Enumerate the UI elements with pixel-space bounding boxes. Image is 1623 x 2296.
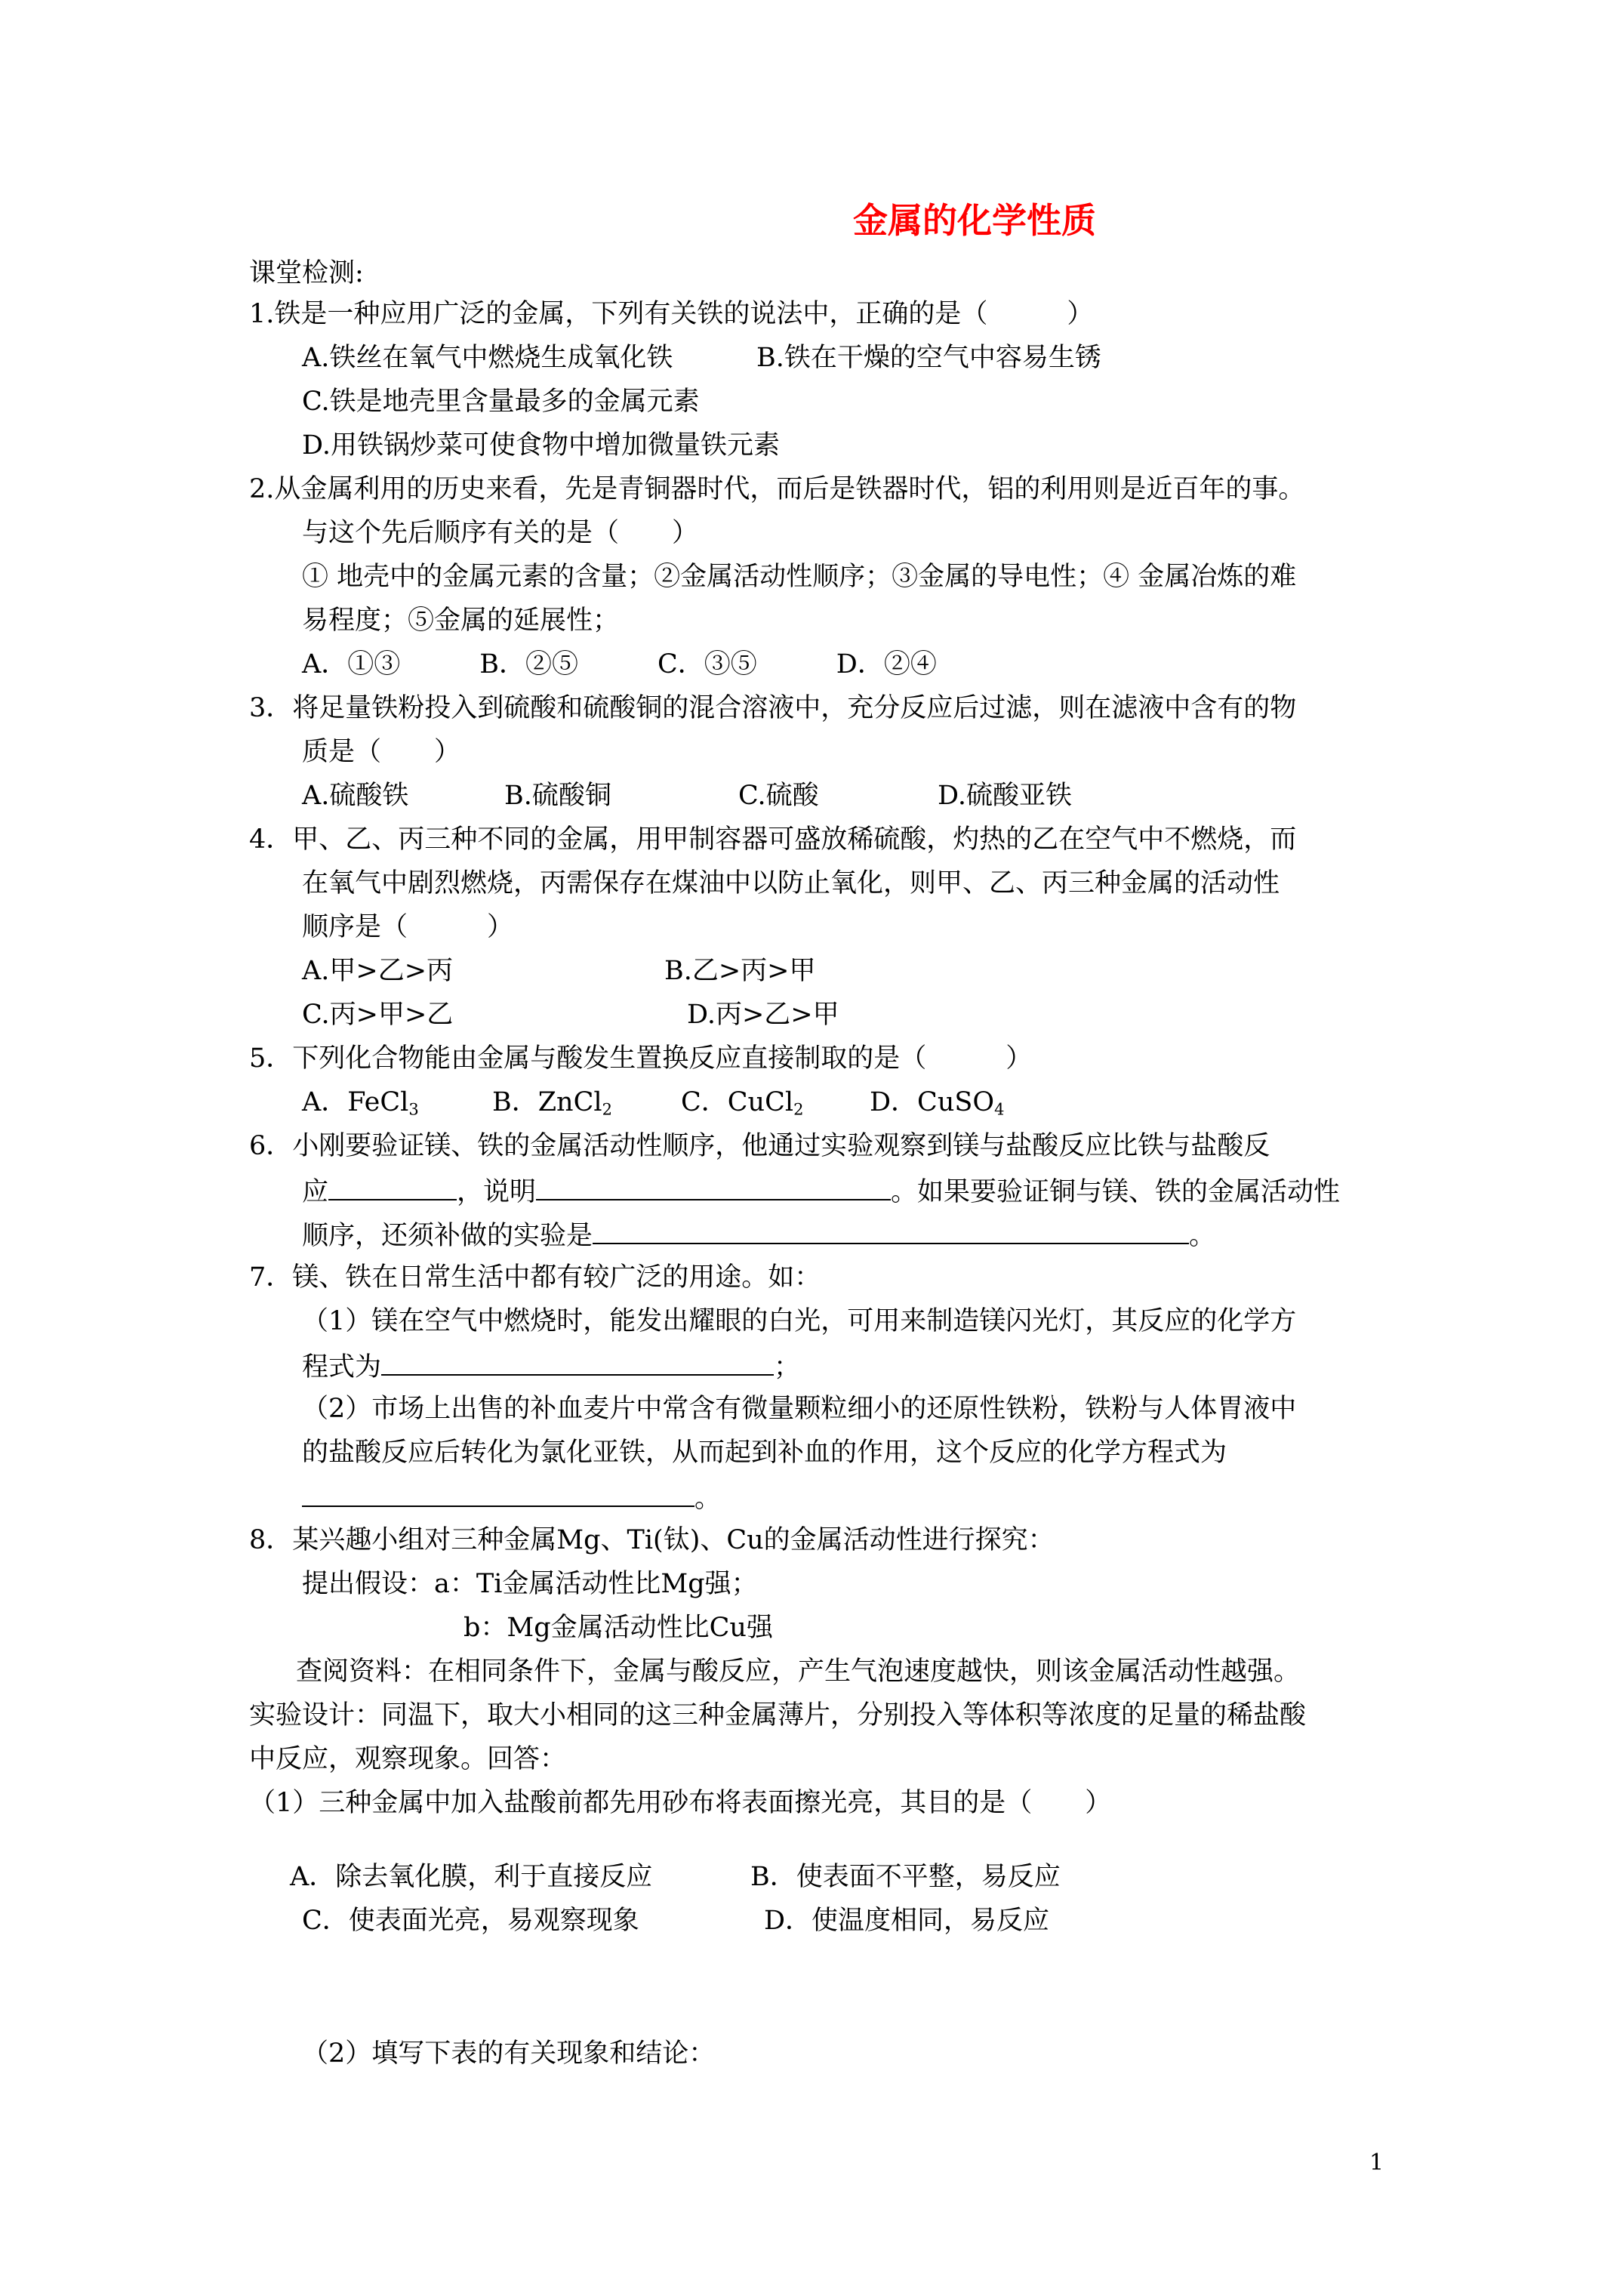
q7-part2-line-3: 。 — [302, 1478, 721, 1517]
q8-sub1-stem: （1）三种金属中加入盐酸前都先用砂布将表面擦光亮，其目的是（ ） — [249, 1788, 1112, 1818]
q7-part2-line-1: （2）市场上出售的补血麦片中常含有微量颗粒细小的还原性铁粉，铁粉与人体胃液中 — [302, 1394, 1297, 1424]
q8-design-line-2: 中反应，观察现象。回答： — [249, 1744, 567, 1774]
q6-line-3: 顺序，还须补做的实验是 。 — [302, 1216, 1215, 1254]
q8-sub1-option-c: C．使表面光亮，易观察现象 — [302, 1906, 639, 1936]
q4-line-3: 顺序是（ ） — [302, 912, 514, 942]
q4-option-a: A.甲>乙>丙 — [302, 956, 454, 986]
q3-option-a: A.硫酸铁 — [302, 781, 409, 811]
q4-option-b: B.乙>丙>甲 — [664, 956, 816, 986]
section-heading: 课堂检测: — [249, 258, 364, 288]
q1-option-c: C.铁是地壳里含量最多的金属元素 — [302, 387, 700, 417]
q5-option-b: B．ZnCl$_2$ — [492, 1087, 612, 1119]
page-title: 金属的化学性质 — [853, 200, 1096, 241]
q8-sub1-option-b: B．使表面不平整，易反应 — [750, 1862, 1061, 1892]
q7-blank-2[interactable] — [302, 1478, 694, 1507]
q8-hypothesis-a: 提出假设：a：Ti金属活动性比Mg强； — [302, 1569, 758, 1599]
q6-blank-1[interactable] — [328, 1172, 457, 1200]
q4-option-c: C.丙>甲>乙 — [302, 1000, 454, 1030]
q6-blank-2[interactable] — [536, 1172, 891, 1200]
q3-option-b: B.硫酸铜 — [504, 781, 611, 811]
q7-stem: 7．镁、铁在日常生活中都有较广泛的用途。如： — [249, 1262, 821, 1293]
q1-option-d: D.用铁锅炒菜可使食物中增加微量铁元素 — [302, 430, 780, 461]
q8-sub1-option-d: D．使温度相同，易反应 — [764, 1906, 1050, 1936]
q8-stem: 8．某兴趣小组对三种金属Mg、Ti(钛)、Cu的金属活动性进行探究： — [249, 1525, 1055, 1555]
q5-option-a: A．FeCl$_3$ — [302, 1087, 419, 1119]
q7-part1-line-1: （1）镁在空气中燃烧时，能发出耀眼的白光，可用来制造镁闪光灯，其反应的化学方 — [302, 1306, 1297, 1336]
q5-option-c: C．CuCl$_2$ — [681, 1087, 804, 1119]
q7-part2-line-2: 的盐酸反应后转化为氯化亚铁，从而起到补血的作用，这个反应的化学方程式为 — [302, 1438, 1227, 1468]
q1-stem: 1.铁是一种应用广泛的金属，下列有关铁的说法中，正确的是（ ） — [249, 299, 1094, 329]
q6-blank-3[interactable] — [593, 1216, 1189, 1244]
q8-reference: 查阅资料：在相同条件下，金属与酸反应，产生气泡速度越快，则该金属活动性越强。 — [296, 1657, 1301, 1687]
page-number: 1 — [1369, 2150, 1384, 2176]
q3-option-c: C.硫酸 — [738, 781, 819, 811]
q4-option-d: D.丙>乙>甲 — [687, 1000, 839, 1030]
q3-line-2: 质是（ ） — [302, 737, 461, 767]
q2-line-2: 与这个先后顺序有关的是（ ） — [302, 518, 699, 548]
q6-line-1: 6．小刚要验证镁、铁的金属活动性顺序，他通过实验观察到镁与盐酸反应比铁与盐酸反 — [249, 1131, 1270, 1161]
q2-line-1: 2.从金属利用的历史来看，先是青铜器时代，而后是铁器时代，铝的利用则是近百年的事。 — [249, 474, 1305, 504]
q5-option-d: D．CuSO$_4$ — [870, 1087, 1005, 1119]
q6-line-2: 应 ，说明 。如果要验证铜与镁、铁的金属活动性 — [302, 1172, 1340, 1210]
q8-sub2-stem: （2）填写下表的有关现象和结论： — [302, 2039, 716, 2069]
q8-hypothesis-b: b：Mg金属活动性比Cu强 — [463, 1613, 773, 1643]
q2-options: A．①③ B．②⑤ C．③⑤ D．②④ — [302, 649, 937, 680]
q2-line-3: ① 地壳中的金属元素的含量；②金属活动性顺序；③金属的导电性；④ 金属冶炼的难 — [302, 562, 1297, 592]
q1-option-a: A.铁丝在氧气中燃烧生成氧化铁 — [302, 343, 673, 373]
q4-line-2: 在氧气中剧烈燃烧，丙需保存在煤油中以防止氧化，则甲、乙、丙三种金属的活动性 — [302, 868, 1280, 898]
q5-stem: 5．下列化合物能由金属与酸发生置换反应直接制取的是（ ） — [249, 1043, 1033, 1074]
q4-line-1: 4．甲、乙、丙三种不同的金属，用甲制容器可盛放稀硫酸，灼热的乙在空气中不燃烧，而 — [249, 824, 1297, 855]
q7-part1-line-2: 程式为 ； — [302, 1347, 800, 1385]
q8-design-line-1: 实验设计：同温下，取大小相同的这三种金属薄片，分别投入等体积等浓度的足量的稀盐酸 — [249, 1700, 1307, 1730]
q7-blank-1[interactable] — [381, 1347, 774, 1376]
q8-sub1-option-a: A．除去氧化膜，利于直接反应 — [290, 1862, 653, 1892]
q3-option-d: D.硫酸亚铁 — [938, 781, 1072, 811]
q2-line-4: 易程度；⑤金属的延展性； — [302, 606, 620, 636]
q1-option-b: B.铁在干燥的空气中容易生锈 — [756, 343, 1101, 373]
q3-line-1: 3．将足量铁粉投入到硫酸和硫酸铜的混合溶液中，充分反应后过滤，则在滤液中含有的物 — [249, 693, 1297, 723]
